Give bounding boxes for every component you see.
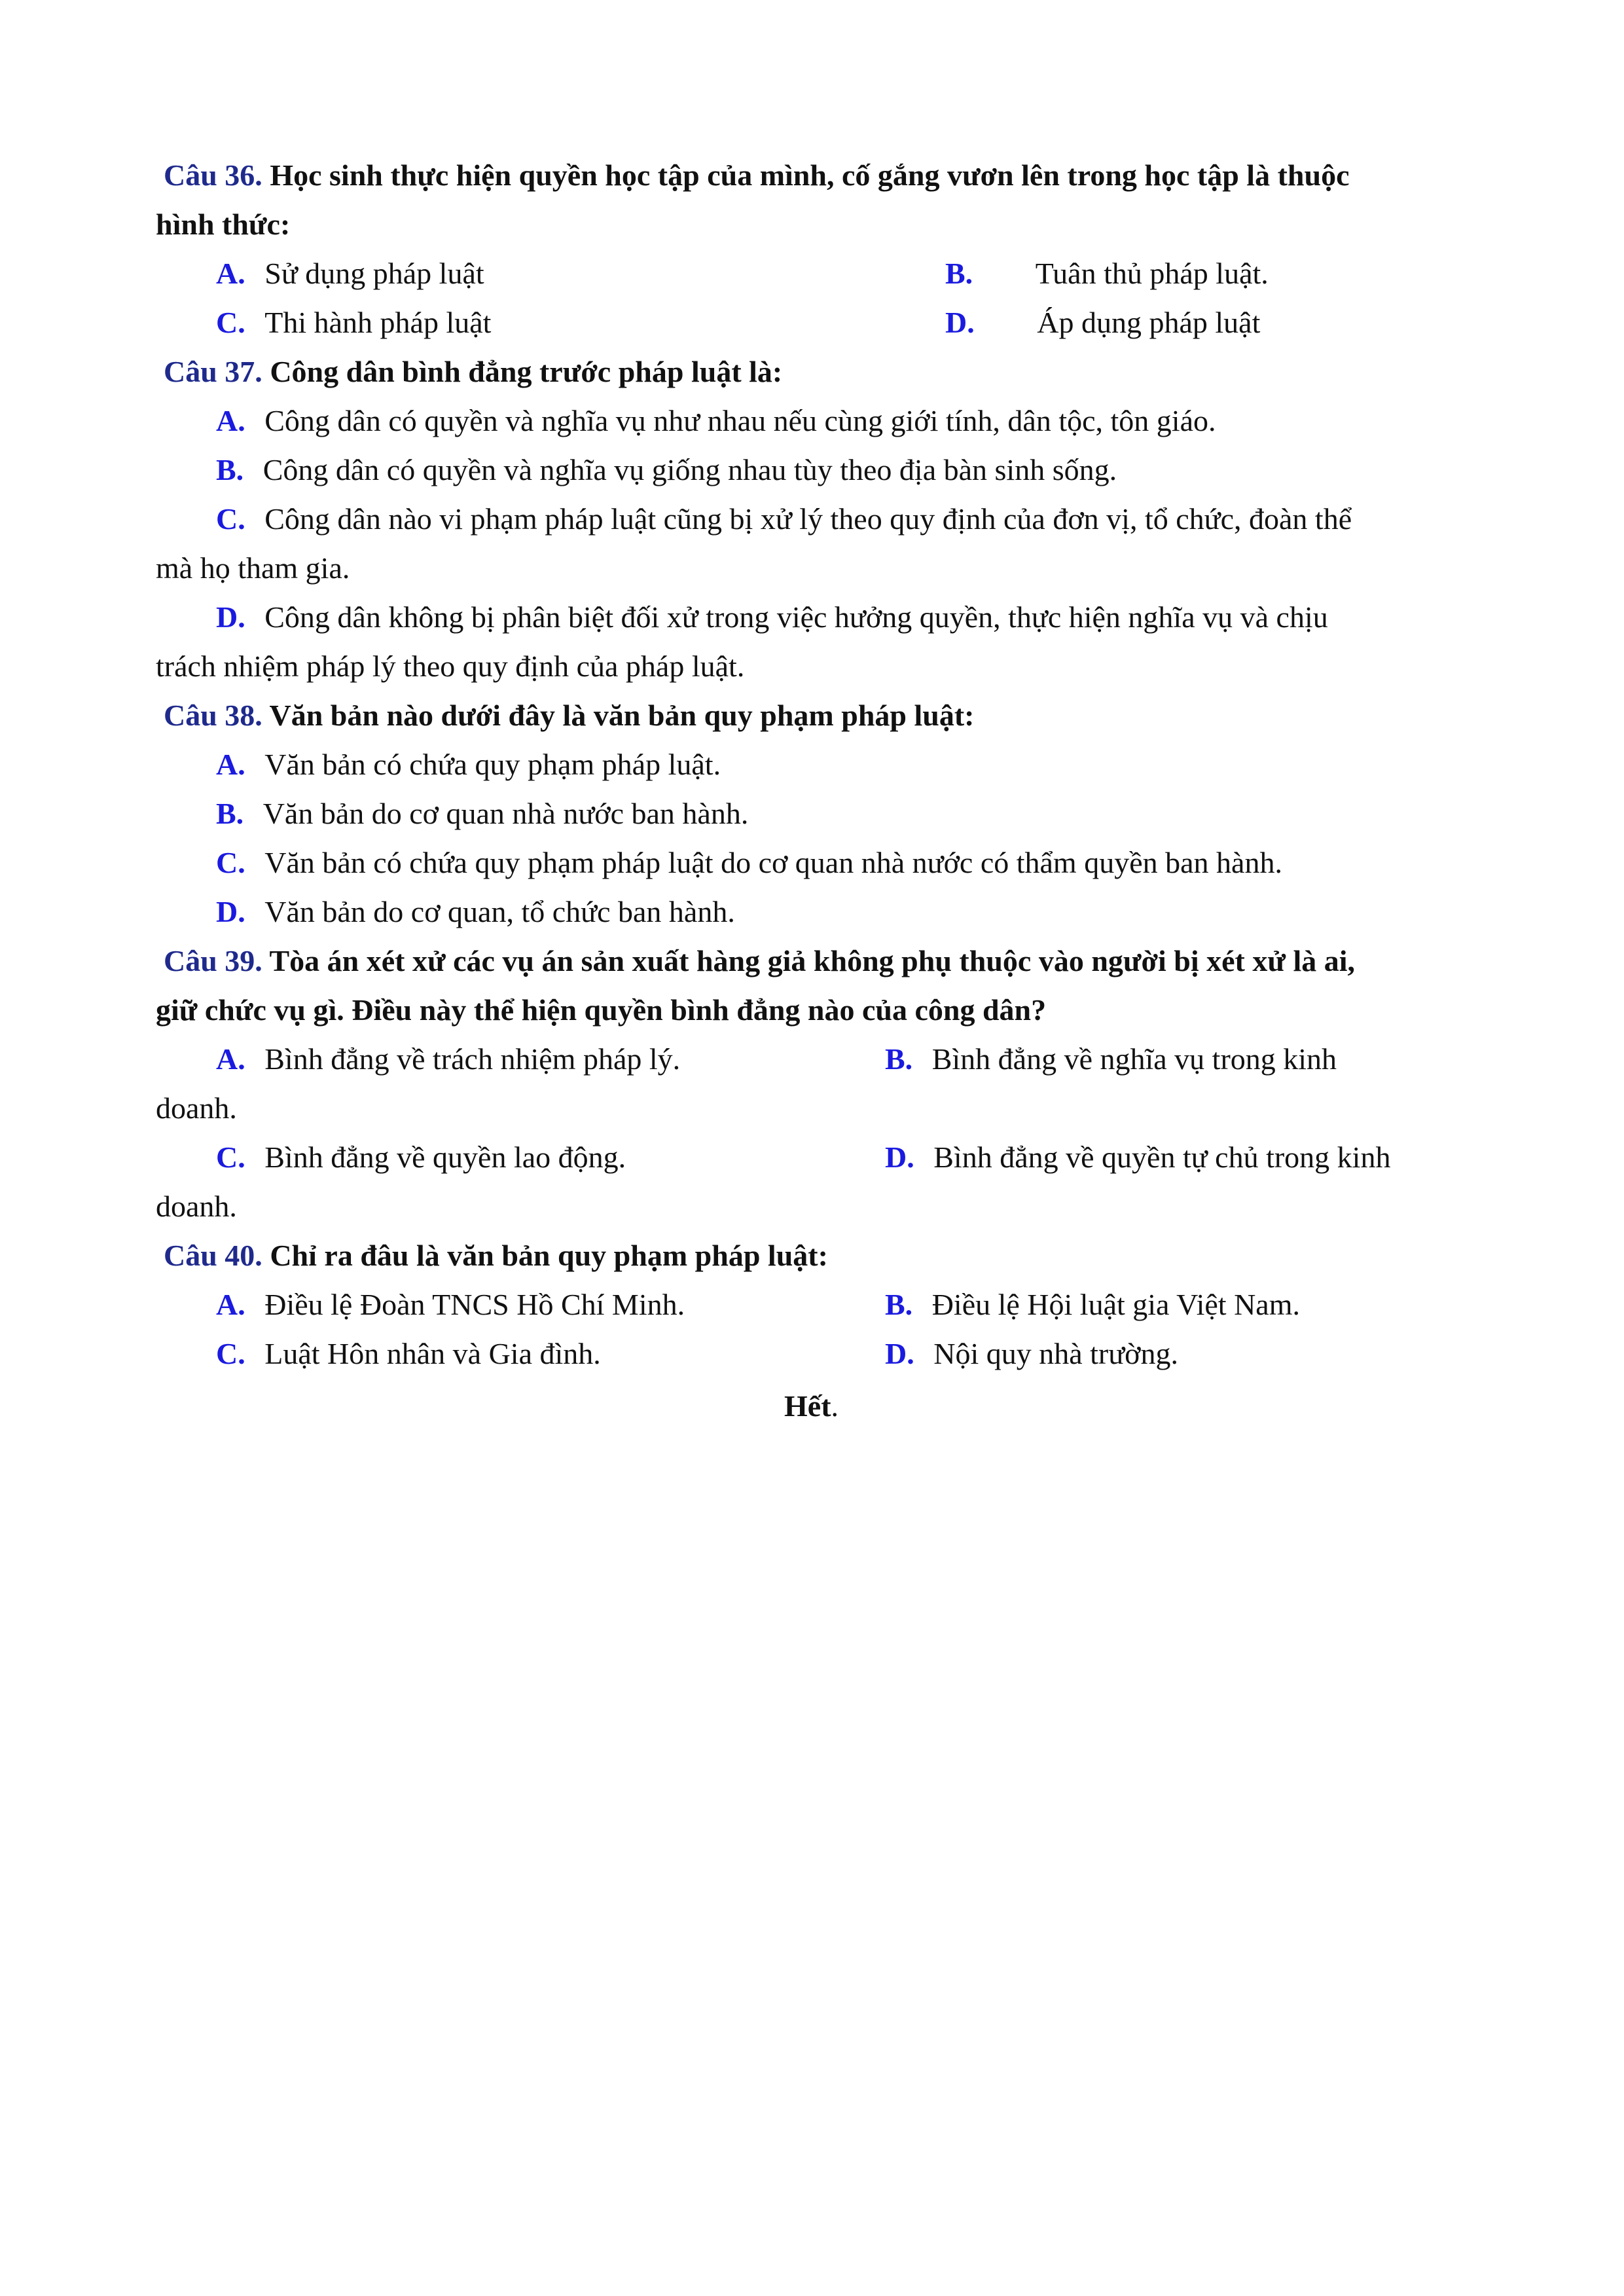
question-36 xyxy=(164,151,1349,200)
option-c xyxy=(216,1133,626,1182)
option-text: Bình đẳng về nghĩa vụ trong kinh xyxy=(931,1042,1337,1076)
option-c-cont xyxy=(156,543,350,592)
option-text: Văn bản có chứa quy phạm pháp luật. xyxy=(264,748,721,781)
option-c xyxy=(216,1329,601,1378)
question-text: Công dân bình đẳng trước pháp luật là: xyxy=(270,355,783,388)
question-text: giữ chức vụ gì. Điều này thể hiện quyền bình đẳng nào của công dân? xyxy=(156,993,1047,1027)
option-a xyxy=(216,396,1216,445)
option-text: Văn bản có chứa quy phạm pháp luật do cơ quan nhà nước có thẩm quyền ban hành. xyxy=(264,846,1282,879)
option-d xyxy=(885,1329,1178,1378)
option-d-cont xyxy=(156,1182,237,1231)
option-letter: B. xyxy=(885,1042,913,1076)
option-text: Bình đẳng về quyền lao động. xyxy=(264,1140,626,1174)
question-number: Câu 36. xyxy=(164,158,262,192)
option-b xyxy=(216,789,748,838)
option-letter: D. xyxy=(216,600,245,634)
end-word: Hết xyxy=(784,1389,831,1423)
option-letter: B. xyxy=(216,453,244,486)
option-b-cont xyxy=(156,1084,237,1133)
option-c xyxy=(216,298,491,347)
option-text: Sử dụng pháp luật xyxy=(264,257,484,290)
question-40 xyxy=(164,1231,828,1280)
option-text: doanh. xyxy=(156,1091,237,1125)
option-c xyxy=(216,838,1282,887)
option-letter: B. xyxy=(885,1288,913,1321)
question-text: hình thức: xyxy=(156,208,291,241)
option-letter: D. xyxy=(885,1140,914,1174)
question-text: Tòa án xét xử các vụ án sản xuất hàng giả không phụ thuộc vào người bị xét xử là ai, xyxy=(269,944,1356,977)
option-a xyxy=(216,249,484,298)
question-number: Câu 40. xyxy=(164,1239,262,1272)
option-letter: A. xyxy=(216,1042,245,1076)
option-letter: C. xyxy=(216,1140,245,1174)
option-d xyxy=(885,1133,1390,1182)
question-36-cont xyxy=(156,200,290,249)
option-text: Điều lệ Đoàn TNCS Hồ Chí Minh. xyxy=(264,1288,685,1321)
question-37 xyxy=(164,347,782,396)
option-text: Công dân không bị phân biệt đối xử trong việc hưởng quyền, thực hiện nghĩa vụ và chịu xyxy=(264,600,1328,634)
option-letter: C. xyxy=(216,1337,245,1370)
option-text: Tuân thủ pháp luật. xyxy=(1035,257,1269,290)
option-b xyxy=(885,1280,1300,1329)
option-text: mà họ tham gia. xyxy=(156,551,350,585)
question-number: Câu 39. xyxy=(164,944,262,977)
option-letter: C. xyxy=(216,502,245,536)
option-d-cont xyxy=(156,642,744,691)
question-39-cont xyxy=(156,985,1046,1034)
option-c xyxy=(216,494,1352,543)
option-text: Công dân có quyền và nghĩa vụ giống nhau tùy theo địa bàn sinh sống. xyxy=(262,453,1117,486)
option-text: Nội quy nhà trường. xyxy=(933,1337,1179,1370)
option-letter: D. xyxy=(216,895,245,928)
question-text: Học sinh thực hiện quyền học tập của mình, cố gắng vươn lên trong học tập là thuộc xyxy=(270,158,1350,192)
option-letter: A. xyxy=(216,257,245,290)
option-b xyxy=(945,249,1269,298)
question-39 xyxy=(164,936,1355,985)
option-letter: B. xyxy=(945,257,973,290)
option-letter: B. xyxy=(216,797,244,830)
option-a xyxy=(216,1280,685,1329)
option-text: Bình đẳng về trách nhiệm pháp lý. xyxy=(264,1042,681,1076)
option-b xyxy=(216,445,1117,494)
option-text: Bình đẳng về quyền tự chủ trong kinh xyxy=(933,1140,1391,1174)
question-text: Chỉ ra đâu là văn bản quy phạm pháp luật: xyxy=(270,1239,828,1272)
option-text: Văn bản do cơ quan nhà nước ban hành. xyxy=(262,797,749,830)
option-letter: C. xyxy=(216,306,245,339)
option-text: Luật Hôn nhân và Gia đình. xyxy=(264,1337,601,1370)
option-letter: A. xyxy=(216,748,245,781)
option-letter: D. xyxy=(945,306,975,339)
question-number: Câu 37. xyxy=(164,355,262,388)
question-text: Văn bản nào dưới đây là văn bản quy phạm pháp luật: xyxy=(269,699,975,732)
option-letter: D. xyxy=(885,1337,914,1370)
option-text: Công dân nào vi phạm pháp luật cũng bị xử lý theo quy định của đơn vị, tổ chức, đoàn thể xyxy=(264,502,1352,536)
option-d xyxy=(216,887,735,936)
option-a xyxy=(216,740,721,789)
option-b xyxy=(885,1034,1337,1084)
option-d xyxy=(216,592,1328,642)
option-text: Văn bản do cơ quan, tổ chức ban hành. xyxy=(264,895,735,928)
option-text: Áp dụng pháp luật xyxy=(1037,306,1261,339)
end-marker xyxy=(784,1381,839,1430)
question-number: Câu 38. xyxy=(164,699,262,732)
option-text: Điều lệ Hội luật gia Việt Nam. xyxy=(931,1288,1300,1321)
option-text: trách nhiệm pháp lý theo quy định của pháp luật. xyxy=(156,649,745,683)
option-text: doanh. xyxy=(156,1190,237,1223)
option-d xyxy=(945,298,1260,347)
option-a xyxy=(216,1034,680,1084)
end-dot: . xyxy=(831,1389,839,1423)
option-text: Thi hành pháp luật xyxy=(264,306,492,339)
option-letter: C. xyxy=(216,846,245,879)
option-text: Công dân có quyền và nghĩa vụ như nhau nếu cùng giới tính, dân tộc, tôn giáo. xyxy=(264,404,1216,437)
question-38 xyxy=(164,691,975,740)
option-letter: A. xyxy=(216,1288,245,1321)
option-letter: A. xyxy=(216,404,245,437)
